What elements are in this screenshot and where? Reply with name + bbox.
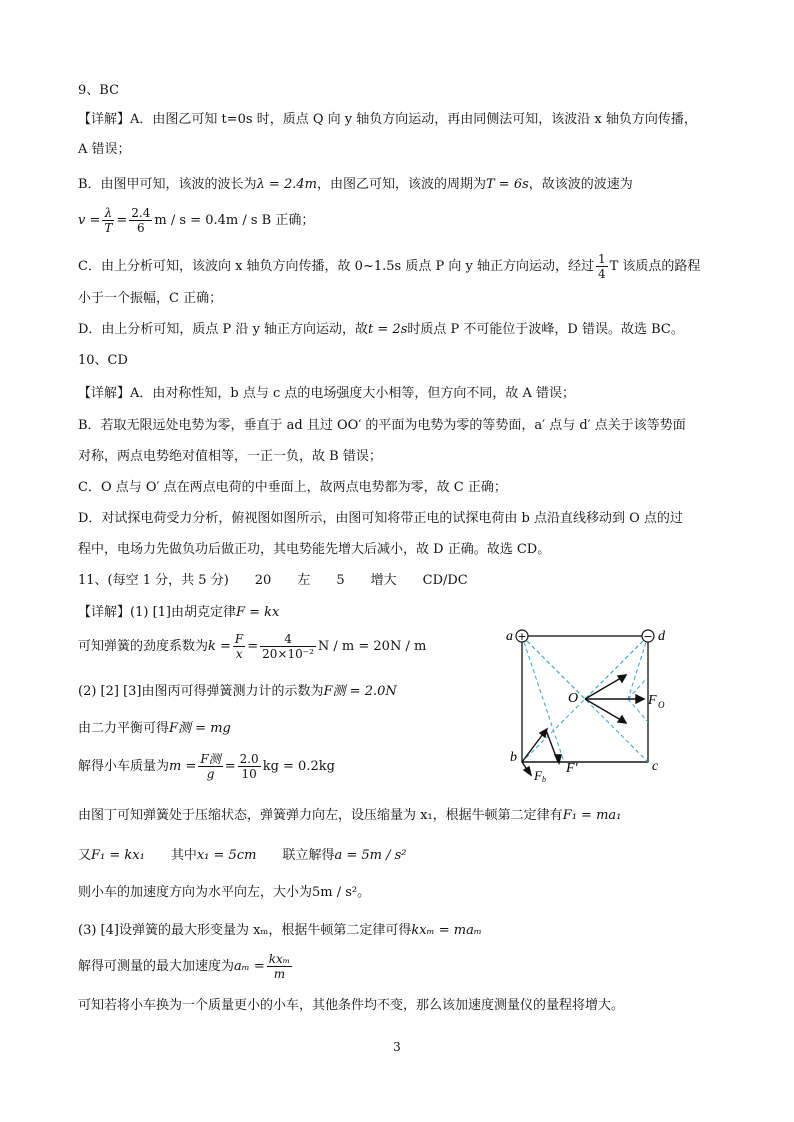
plus-sign: + <box>517 630 527 643</box>
q11-k-lhs: k = <box>208 639 231 654</box>
arrowhead-O-right <box>636 695 644 703</box>
label-O: O <box>568 691 579 706</box>
q9-d-time: t = 2s <box>368 322 408 337</box>
q9-detail-tag: 【详解】 <box>78 112 131 127</box>
q11-hooke-eq: F = kx <box>235 605 280 620</box>
q11-also-eq: F₁ = kx₁ <box>91 848 145 863</box>
q9-v-num2: 2.4 <box>131 206 151 220</box>
q9-d-post: 时质点 P 不可能位于波峰，D 错误。故选 BC。 <box>407 322 684 337</box>
q11-line-1 <box>78 604 279 622</box>
q11-k-den2: 20×10⁻² <box>262 647 314 661</box>
q11-max-accel-formula <box>78 952 294 982</box>
q11-m-frac1 <box>198 752 222 781</box>
label-b: b <box>510 750 517 765</box>
q11-compress-line <box>78 807 621 825</box>
q11-line-3 <box>78 922 482 940</box>
q11-mass-formula <box>78 752 335 782</box>
q9-c-pre: C．由上分析可知，该波向 x 轴负方向传播，故 0~1.5s 质点 P 向 y 轴正方向运动，经过 <box>78 259 594 274</box>
q11-am-frac <box>267 952 292 981</box>
q10-d-text: D．对试探电荷受力分析，俯视图如图所示，由图可知将带正电的试探电荷由 b 点沿直线移动到 O 点的过 <box>78 511 683 526</box>
q9-c-den: 4 <box>597 267 606 281</box>
q11-note: (每空 1 分，共 5 分) <box>107 573 229 588</box>
q11-blank2: 左 <box>297 573 311 588</box>
q9-c-post: T 该质点的路程 <box>609 259 701 274</box>
q9-line-b <box>78 176 633 194</box>
q10-b-text: B．若取无限远处电势为零，垂直于 ad 且过 OO′ 的平面为电势为零的等势面，a′ 点与 d′ 点关于该等势面 <box>78 418 686 433</box>
q11-m-num2: 2.0 <box>239 752 259 766</box>
arrowhead-O-up <box>618 675 626 682</box>
q11-blank1: 20 <box>254 573 272 588</box>
q11-also-x: x₁ = 5cm <box>196 848 257 863</box>
q9-v-lhs: v = <box>78 213 101 228</box>
q9-a-text2: A 错误； <box>78 142 131 157</box>
q11-comp-text: 由图丁可知弹簧处于压缩状态，弹簧弹力向左，设压缩量为 x₁，根据牛顿第二定律有 <box>78 808 563 823</box>
q11-am-num: kxₘ <box>268 952 291 966</box>
q11-k-formula <box>78 632 426 662</box>
q9-c-num: 1 <box>597 252 606 266</box>
q9-v-den2: 6 <box>137 221 145 235</box>
q10-line-a <box>78 385 575 403</box>
q11-m-den: g <box>206 767 215 781</box>
q11-p3-text: (3) [4]设弹簧的最大形变量为 xₘ，根据牛顿第二定律可得 <box>78 923 412 938</box>
q11-m-rhs: kg = 0.2kg <box>262 759 335 774</box>
q9-line-d <box>78 321 684 339</box>
q9-b-lambda: λ = 2.4m <box>256 177 317 192</box>
q10-a-text: A．由对称性知，b 点与 c 点的电场强度大小相等，但方向不同，故 A 错误； <box>130 386 576 401</box>
q9-a-text: A．由图乙可知 t=0s 时，质点 Q 向 y 轴负方向运动，再由同侧法可知，该波沿 x 轴负方向传播， <box>130 112 697 127</box>
q9-v-frac1 <box>102 206 114 235</box>
q9-b-period: T = 6s <box>485 177 529 192</box>
q11-m-frac2 <box>238 752 261 781</box>
label-d: d <box>658 629 665 644</box>
dash-d-fo <box>628 636 648 699</box>
q11-dir-end: 。 <box>357 885 371 900</box>
q11-am-pre: 解得可测量的最大加速度为 <box>78 959 235 974</box>
q9-b-pre: B．由图甲可知，该波的波长为 <box>78 177 257 192</box>
q9-line-a <box>78 111 697 129</box>
q9-c-text2: 小于一个振幅，C 正确； <box>78 291 223 306</box>
q10-c-text: C．O 点与 O′ 点在两点电荷的中垂面上，故两点电势都为零，故 C 正确； <box>78 480 507 495</box>
q11-blank5: CD/DC <box>422 573 468 588</box>
q10-answer: 10、CD <box>78 353 128 368</box>
q11-also-join: 联立解得 <box>282 848 335 863</box>
q10-detail-tag: 【详解】 <box>78 386 131 401</box>
q11-answer-line <box>78 572 468 590</box>
q11-k-num2: 4 <box>260 632 316 647</box>
q11-p3-eq: kxₘ = maₘ <box>411 923 482 938</box>
q9-v-num1: λ <box>102 206 114 221</box>
q9-c-frac <box>596 252 608 281</box>
label-c: c <box>652 759 659 774</box>
q9-v-rhs: m / s = 0.4m / s B 正确； <box>154 213 315 228</box>
label-F-O: F <box>648 693 657 708</box>
q9-b-post: ，故该波的波速为 <box>528 177 633 192</box>
q11-am-den: m <box>273 967 286 981</box>
q11-p2-text: (2) [2] [3]由图丙可得弹簧测力计的示数为 <box>78 684 324 699</box>
q11-detail-tag: 【详解】 <box>78 605 131 620</box>
q10-b-text2: 对称，两点电势绝对值相等，一正一负，故 B 错误； <box>78 449 382 464</box>
q11-m-eq: = <box>224 759 236 774</box>
q9-velocity-formula <box>78 206 314 236</box>
q11-also-mid: 其中 <box>170 848 197 863</box>
q11-m-num: F测 <box>200 752 221 766</box>
q11-blank3: 5 <box>336 573 345 588</box>
dash-a-b <box>522 636 564 762</box>
q11-p1-text: (1) [1]由胡克定律 <box>130 605 236 620</box>
minus-sign: − <box>643 630 653 643</box>
q11-m-pre: 解得小车质量为 <box>78 759 170 774</box>
page-number: 3 <box>393 1040 401 1054</box>
q11-k-eq: = <box>247 639 259 654</box>
label-F-prime: F′ <box>566 761 578 776</box>
q11-bal-pre: 由二力平衡可得 <box>78 721 170 736</box>
q11-k-den: x <box>235 647 243 661</box>
force-diagram <box>498 622 678 782</box>
q11-k-frac2 <box>260 632 316 661</box>
arrowhead-O-down <box>618 716 626 723</box>
q11-conclusion: 可知若将小车换为一个质量更小的小车，其他条件均不变，那么该加速度测量仪的量程将增大。 <box>78 998 625 1013</box>
q11-number: 11、 <box>78 573 108 588</box>
q11-also-a: a = 5m / s² <box>334 848 407 863</box>
q11-p2-eq: F测 = 2.0N <box>323 684 397 699</box>
q11-k-frac1 <box>233 632 245 661</box>
q11-also-pre: 又 <box>78 848 92 863</box>
q11-am-lhs: aₘ = <box>234 959 265 974</box>
label-F-b-sub: b <box>542 775 546 782</box>
q11-k-rhs: N / m = 20N / m <box>317 639 427 654</box>
q11-m-lhs: m = <box>169 759 197 774</box>
arrowhead-b-Fb <box>524 767 531 775</box>
q11-m-den2: 10 <box>241 767 257 781</box>
label-a: a <box>506 629 513 644</box>
q11-line-2 <box>78 683 397 701</box>
q9-v-den1: T <box>104 221 113 235</box>
q9-v-frac2 <box>129 206 152 235</box>
q11-dir-text: 则小车的加速度方向为水平向左，大小为 <box>78 885 313 900</box>
q9-answer: 9、BC <box>78 83 120 98</box>
label-F-b: F <box>534 768 542 782</box>
q11-also-line <box>78 847 407 865</box>
q9-b-mid: ，由图乙可知，该波的周期为 <box>316 177 486 192</box>
q10-d-text2: 程中，电场力先做负功后做正功，其电势能先增大后减小，故 D 正确。故选 CD。 <box>78 542 551 557</box>
q11-comp-eq: F₁ = ma₁ <box>562 808 622 823</box>
q11-direction-line <box>78 884 370 902</box>
q9-v-eq: = <box>116 213 128 228</box>
q11-balance-line <box>78 720 231 738</box>
arrows-at-O <box>585 675 644 723</box>
q11-bal-eq: F测 = mg <box>169 721 231 736</box>
q9-line-c <box>78 252 700 282</box>
q11-blank4: 增大 <box>370 573 397 588</box>
q11-k-pre: 可知弹簧的劲度系数为 <box>78 639 209 654</box>
q11-dir-val: 5m / s² <box>312 885 358 900</box>
label-F-O-sub: O <box>658 700 665 710</box>
q11-k-num: F <box>234 632 244 646</box>
q9-d-pre: D．由上分析可知，质点 P 沿 y 轴正方向运动，故 <box>78 322 369 337</box>
